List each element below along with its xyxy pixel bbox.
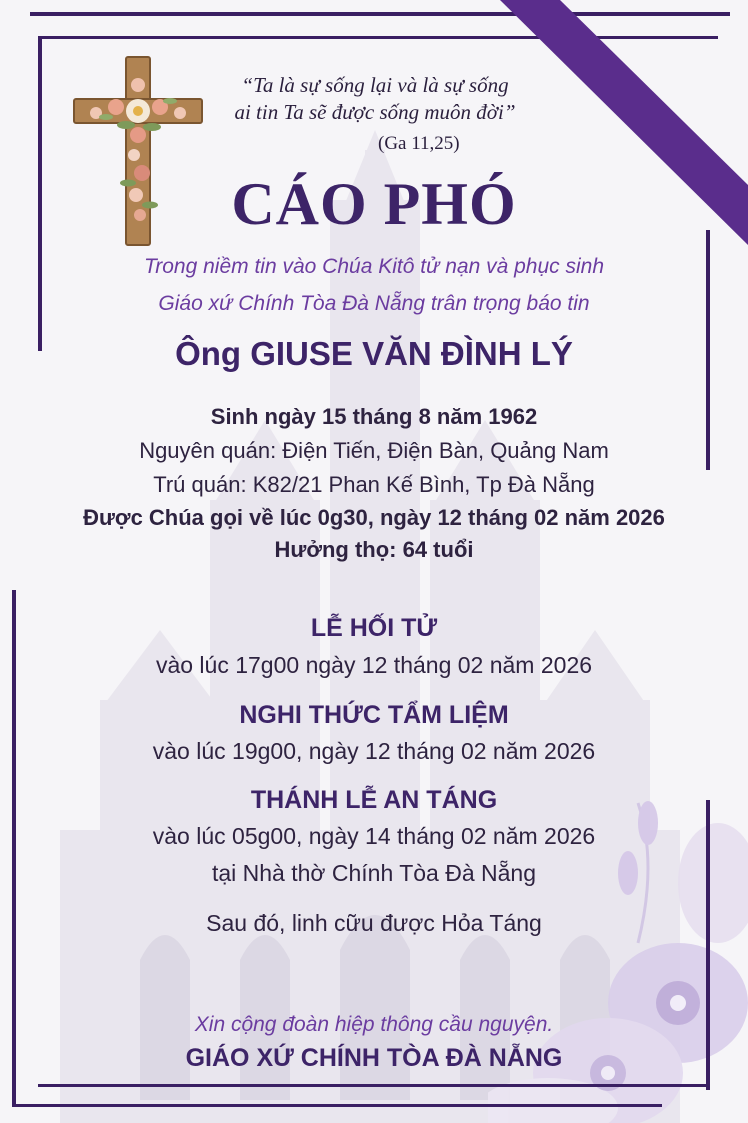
event-time-3: vào lúc 05g00, ngày 14 tháng 02 năm 2026 <box>152 823 596 849</box>
event-heading-3: THÁNH LỄ AN TÁNG <box>250 786 498 814</box>
frame-line-bottom-outer <box>12 1104 662 1107</box>
page-title: CÁO PHÓ <box>231 171 517 237</box>
birth-date: Sinh ngày 15 tháng 8 năm 1962 <box>210 404 538 429</box>
deceased-name: Ông GIUSE VĂN ĐÌNH LÝ <box>175 335 573 372</box>
scripture-line-2: ai tin Ta sẽ được sống muôn đời” <box>234 100 516 124</box>
frame-line-bottom <box>38 1084 708 1087</box>
event-heading-2: NGHI THỨC TẨM LIỆM <box>239 701 509 729</box>
death-notice: Được Chúa gọi về lúc 0g30, ngày 12 tháng 02 năm 2026 <box>83 505 665 530</box>
scripture-reference: (Ga 11,25) <box>378 133 460 154</box>
scripture-quote <box>205 72 545 126</box>
scripture-line-1: “Ta là sự sống lại và là sự sống <box>241 73 509 97</box>
intro-line-2: Giáo xứ Chính Tòa Đà Nẵng trân trọng báo tin <box>158 292 590 315</box>
intro-line-1: Trong niềm tin vào Chúa Kitô tử nạn và phục sinh <box>143 255 604 278</box>
closing-prayer: Xin cộng đoàn hiệp thông cầu nguyện. <box>194 1013 554 1036</box>
age: Hưởng thọ: 64 tuổi <box>274 537 474 562</box>
signature: GIÁO XỨ CHÍNH TÒA ĐÀ NẴNG <box>185 1044 563 1072</box>
event-heading-1: LỄ HỐI TỬ <box>310 614 438 642</box>
hometown: Nguyên quán: Điện Tiến, Điện Bàn, Quảng Nam <box>139 438 609 463</box>
residence: Trú quán: K82/21 Phan Kế Bình, Tp Đà Nẵng <box>153 472 595 497</box>
event-time-2: vào lúc 19g00, ngày 12 tháng 02 năm 2026 <box>152 738 596 764</box>
event-place-3: tại Nhà thờ Chính Tòa Đà Nẵng <box>211 860 537 886</box>
cremation-note: Sau đó, linh cữu được Hỏa Táng <box>206 910 542 936</box>
event-time-1: vào lúc 17g00 ngày 12 tháng 02 năm 2026 <box>155 652 593 678</box>
